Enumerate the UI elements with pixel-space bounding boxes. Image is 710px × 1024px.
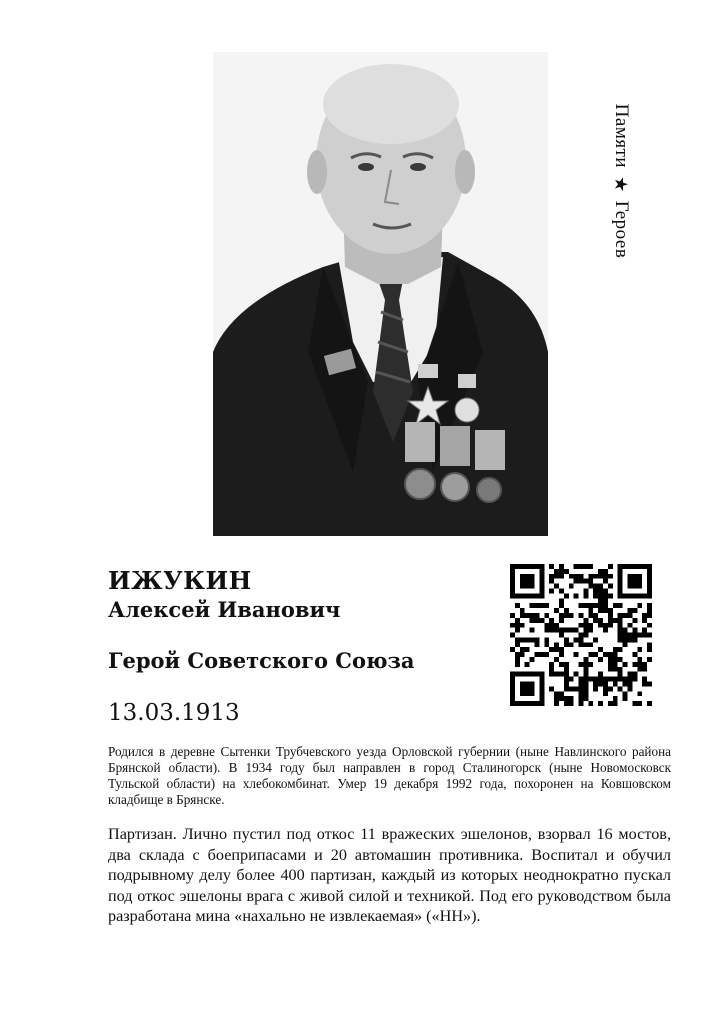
hero-portrait-photo — [213, 52, 548, 536]
hero-award-title: Герой Советского Союза — [108, 648, 415, 673]
hero-given-names: Алексей Иванович — [108, 597, 341, 622]
header-word-heroes: Героев — [611, 200, 632, 259]
deeds-paragraph: Партизан. Лично пустил под откос 11 вражеских эшелонов, взорвал 16 мостов, два склада с боеприпасами и 20 автомашин противника. Воспитал и обучил подрывному делу более 400 партизан, каждый из которых неоднократно пускал под откос эшелоны врага с живой силой и техникой. Под его руководством была разработана мина «нахально не извлекаемая» («НН»). — [108, 825, 671, 925]
star-icon: ★ — [611, 176, 632, 193]
header-memory-of-heroes — [596, 86, 646, 276]
header-word-memory: Памяти — [611, 103, 632, 169]
hero-surname: ИЖУКИН — [108, 566, 252, 595]
medal-round — [455, 398, 479, 422]
biography-paragraph: Родился в деревне Сытенки Трубчевского уезда Орловской губернии (ныне Навлинского района Брянской области). В 1934 году был направлен в город Сталиногорск (ныне Новомосковск Тульской области) на хлебокомбинат. Умер 19 декабря 1992 года, похоронен на Ковшовском кладбище в Брянске. — [108, 744, 671, 807]
hero-birth-date: 13.03.1913 — [108, 700, 240, 726]
qr-code[interactable] — [510, 564, 652, 706]
